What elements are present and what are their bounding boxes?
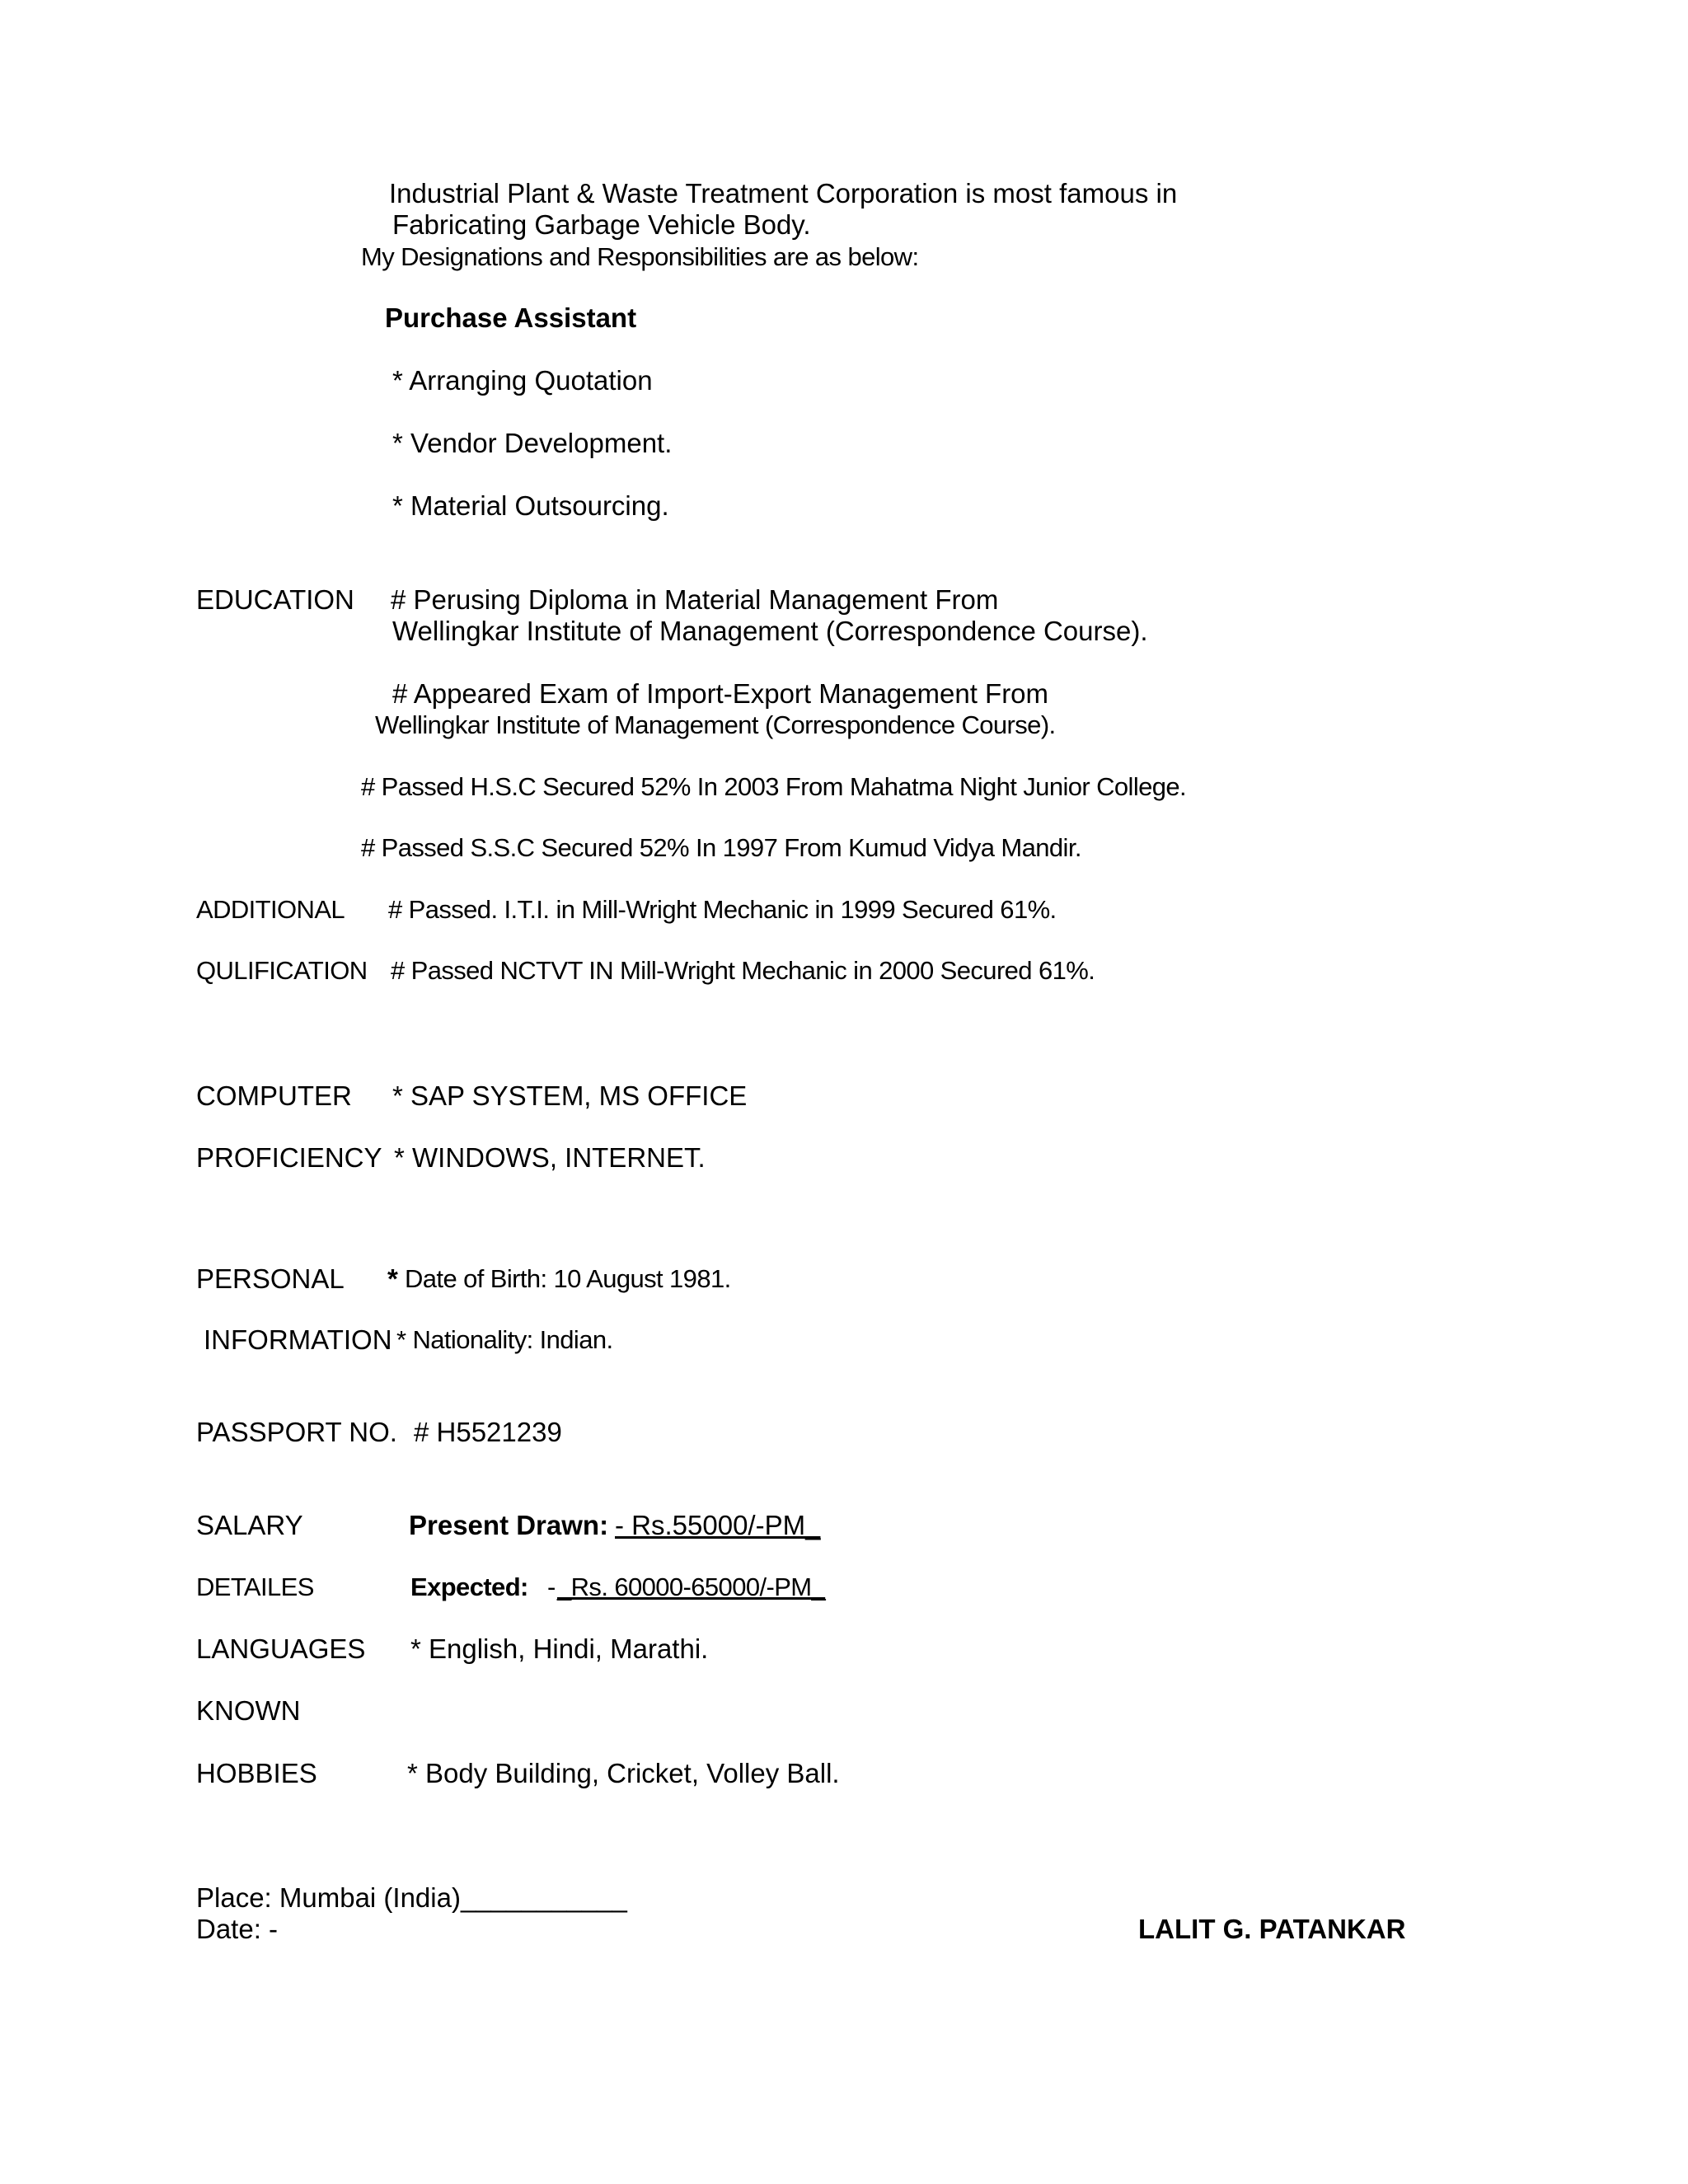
education-item-2-line-1: # Appeared Exam of Import-Export Management From xyxy=(392,678,1049,709)
dob-bullet: * xyxy=(387,1263,398,1294)
hobbies-value: * Body Building, Cricket, Volley Ball. xyxy=(407,1758,840,1788)
section-label-details: DETAILES xyxy=(196,1572,314,1601)
section-label-passport: PASSPORT NO. xyxy=(196,1417,397,1447)
present-drawn-label: Present Drawn: xyxy=(409,1510,609,1540)
duty-item: * Material Outsourcing. xyxy=(392,490,669,521)
education-item-1-line-1: # Perusing Diploma in Material Management From xyxy=(391,584,999,615)
additional-item-1: # Passed. I.T.I. in Mill-Wright Mechanic in 1999 Secured 61%. xyxy=(388,895,1057,924)
section-label-salary: SALARY xyxy=(196,1510,303,1540)
section-label-qualification: QULIFICATION xyxy=(196,956,368,985)
section-label-information: INFORMATION xyxy=(204,1324,392,1355)
education-hsc: # Passed H.S.C Secured 52% In 2003 From Mahatma Night Junior College. xyxy=(361,772,1187,801)
duty-item: * Vendor Development. xyxy=(392,428,673,458)
education-item-2-line-2: Wellingkar Institute of Management (Correspondence Course). xyxy=(375,710,1056,739)
section-label-proficiency: PROFICIENCY xyxy=(196,1142,382,1173)
computer-item-2: * WINDOWS, INTERNET. xyxy=(394,1142,706,1173)
nationality: * Nationality: Indian. xyxy=(396,1325,613,1354)
section-label-additional: ADDITIONAL xyxy=(196,895,345,924)
section-label-known: KNOWN xyxy=(196,1695,301,1726)
date-of-birth: Date of Birth: 10 August 1981. xyxy=(405,1264,731,1293)
section-label-hobbies: HOBBIES xyxy=(196,1758,317,1788)
designation-title: Purchase Assistant xyxy=(385,302,637,333)
education-ssc: # Passed S.S.C Secured 52% In 1997 From Kumud Vidya Mandir. xyxy=(361,833,1081,862)
section-label-education: EDUCATION xyxy=(196,584,354,615)
computer-item-1: * SAP SYSTEM, MS OFFICE xyxy=(392,1080,748,1111)
expected-label: Expected: xyxy=(410,1572,528,1601)
present-drawn-value: - Rs.55000/-PM_ xyxy=(615,1510,821,1540)
education-item-1-line-2: Wellingkar Institute of Management (Correspondence Course). xyxy=(392,616,1148,646)
date: Date: - xyxy=(196,1914,279,1944)
place: Place: Mumbai (India)___________ xyxy=(196,1882,627,1913)
additional-item-2: # Passed NCTVT IN Mill-Wright Mechanic in 2000 Secured 61%. xyxy=(391,956,1095,985)
expected-value: _Rs. 60000-65000/-PM_ xyxy=(557,1572,826,1601)
languages-value: * English, Hindi, Marathi. xyxy=(410,1633,709,1664)
intro-line-1: Industrial Plant & Waste Treatment Corporation is most famous in xyxy=(389,178,1178,209)
signatory-name: LALIT G. PATANKAR xyxy=(1138,1914,1406,1944)
intro-line-3: My Designations and Responsibilities are as below: xyxy=(361,242,919,271)
duty-item: * Arranging Quotation xyxy=(392,365,653,396)
section-label-computer: COMPUTER xyxy=(196,1080,352,1111)
section-label-languages: LANGUAGES xyxy=(196,1633,366,1664)
section-label-personal: PERSONAL xyxy=(196,1263,345,1294)
expected-dash: - xyxy=(547,1572,556,1601)
passport-number: # H5521239 xyxy=(414,1417,562,1447)
intro-line-2: Fabricating Garbage Vehicle Body. xyxy=(392,209,811,240)
